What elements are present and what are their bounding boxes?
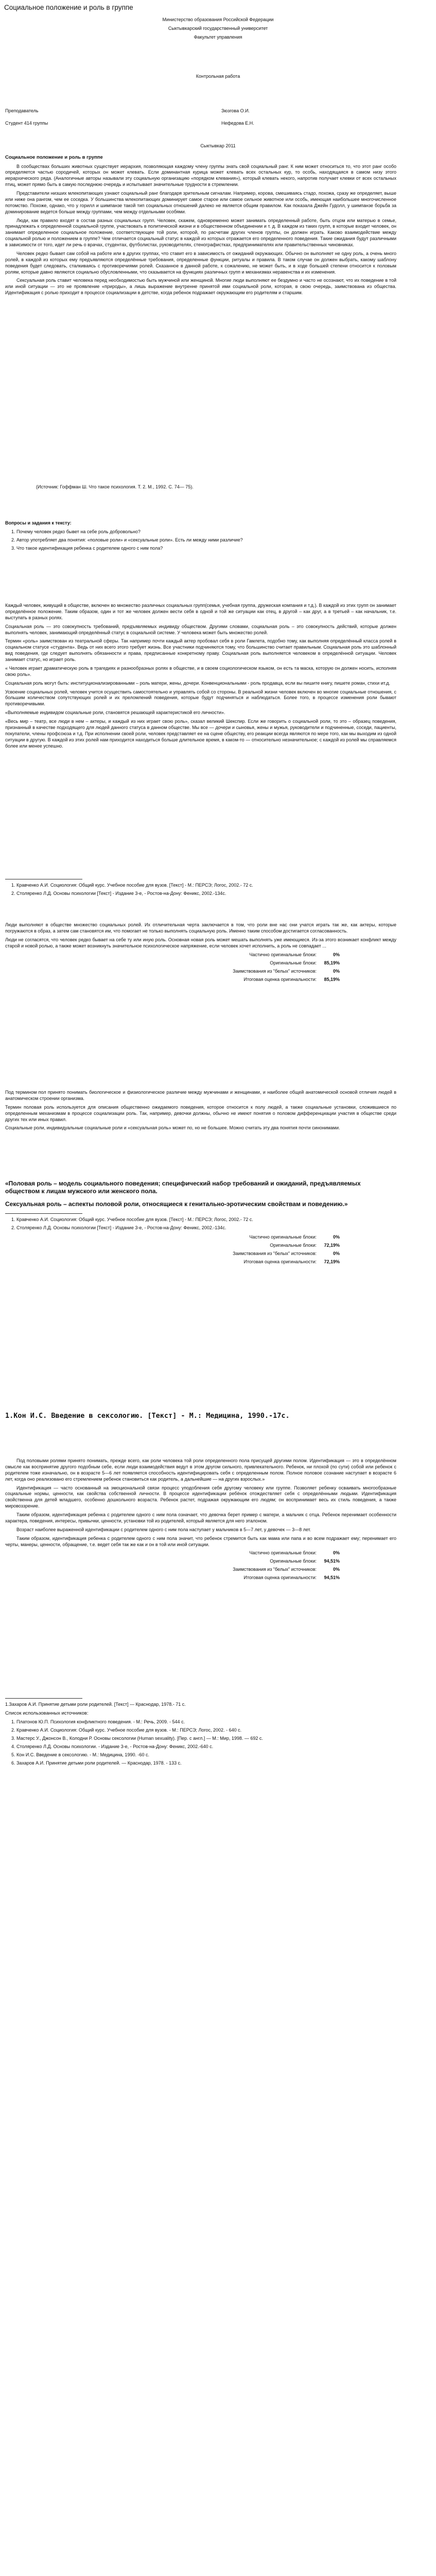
paragraph: В сообществах больших животных существует иерархия, позволяющая каждому члену группы знать свой социальный ранг. К ним может относиться то, что этот ранг особо определяется частью сородичей, которых он может клевать. Если доминантная курица может клевать всех остальных кур, то особь, находящаяся в самом низу этого иерархического ряда. (Аналогичные авторы называли эту социальную организацию «порядком клевания»), который клевать некого, напротив получает клевки от всех остальных птиц, может прямо быть в самую последнюю очередь и испытывает значительные трудности в стремлении. [5,163,396,188]
stat-label: Частично оригинальные блоки: [249,1234,317,1240]
answer-section-4 [5,1458,396,1587]
paragraph: « Человек играет драматическую роль в трагедиях и разнообразных ролях в обществе, и в своем социологическом языком, он есть та маска, которую он должен носить, исполняя свою роль». [5,665,396,677]
citation [5,484,396,493]
footnote-separator [5,1698,82,1699]
paragraph: Сексуальная роль ставит человека перед необходимостью быть мужчиной или женщиной. Многие люди выполняют ее бездумно и часто не осознают, что их поведение в той или иной ситуации — это не проявление «природы», а лишь выражение внутренне принятой ими социальной роли, которая, в свою очередь, заимствована из общества. Идентификация с ролью приходит в процессе социализации в детстве, когда ребенок подражает окружающим его родителям и старшим. [5,278,396,296]
footnote-separator [5,1213,82,1214]
stat-value: 0% [333,1250,340,1256]
originality-stats-2 [5,1234,396,1267]
source-heading: 1.Кон И.С. Введение в сексологию. [Текст] - М.: Медицина, 1990.-17с. [5,1412,290,1420]
stat-label: Оригинальные блоки: [270,960,317,965]
stat-row [5,1567,396,1575]
answer-section-1 [5,603,396,752]
stat-label: Итоговая оценка оригинальности: [243,1575,317,1581]
paragraph: Идентификация — часто основанный на эмоциональной связи процесс уподобления себя другому человеку или группе. Позволяет ребенку осваивать многообразные социальные нормы, ценности, как свойства собственной личности. В процессе идентификации ребёнок отождествляет себя с определёнными людьми. Идентификация свойственна для детей младшего, особенно дошкольного возраста. Ребенок растет, подражая окружающим его людям; он воспринимает весь их стиль поведения, а также мировоззрение. [5,1485,396,1509]
questions-section [5,520,396,555]
question-item: 3. Что такое идентификация ребенка с родителем одного с ним пола? [16,546,396,552]
definition-heading: «Половая роль – модель социального поведения; специфический набор требований и ожиданий, предъявляемых обществом к лицам мужского или женского пола. [5,1180,361,1195]
footnote-list [5,1217,396,1231]
paragraph: Люди выполняют в обществе множество социальных ролей. Их отличительная черта заключается в том, что роли вне нас они учатся играть так же, как актеры, которые погружаются в образ, а затем сам становятся им, что помогает не только выполнять социальную роль. Именно таким способом достигается согласованность. [5,922,396,934]
stat-label: Заимствования из "белых" источников: [233,1567,317,1572]
stat-row [5,1243,396,1251]
stat-label: Заимствования из "белых" источников: [233,1250,317,1256]
stat-row [5,1575,396,1583]
stat-value: 72,19% [324,1259,340,1264]
citation-text: (Источник: Гоффман Ш. Что такое психология. Т. 2. М., 1992. С. 74— 75). [36,484,194,489]
answer-section-3 [5,1090,396,1134]
stat-label: Заимствования из "белых" источников: [233,968,317,974]
stat-value: 72,19% [324,1242,340,1248]
stat-value: 94,51% [324,1558,340,1564]
questions-list [5,529,396,552]
page-title: Социальное положение и роль в группе [4,4,133,11]
paragraph: Люди, как правило входят в состав разных социальных групп. Человек, скажем, одновременно может занимать определенный работе, быть отцом или матерью в семье, принадлежать к определенной социальной группе, участвовать в политической жизни и в общественном объединении и т. д. В каждом из таких групп, в которые входит человек, он занимает определенное социальное положение, соответствующее той роли, которой, по расчетам других членов группы, он должен играть. Каково взаимодействие между социальной ролью и положением в группе? Чем отличается социальный статус в каждой из которых отражается его определенного поведения. Такие ожидания будут различными в зависимости от того, идет ли речь о врачах, студентах, футболистах, руководителях, стенографистках, предпринимателях или правительственных чиновниках. [5,217,396,248]
stat-row [5,1550,396,1558]
paragraph: Таким образом, идентификация ребенка с родителем одного с ним пола значит, что ребенок стремится быть как мама или папа и во всем подражает ему; перенимает его черты, манеры, ценности, обращение, т.е. ведет себя так же как и он в той или иной ситуации. [5,1535,396,1547]
question-item: 1. Почему человек редко бывет на себе роль добровольно? [16,529,396,535]
literature-title: Список использованных источников: [5,1710,89,1716]
university-line: Сыктывкарский государственный университет [168,26,268,31]
literature-item: 6. Захаров А.И. Принятие детьми роли родителей. — Краснодар, 1978. - 133 с. [16,1760,396,1767]
paragraph: Возраст наиболее выраженной идентификации с родителем одного с ним пола наступает у мальчиков в 5—7 лет, у девочек — 3—8 лет. [16,1527,311,1532]
stat-value: 85,19% [324,960,340,965]
stat-label: Оригинальные блоки: [270,1242,317,1248]
stat-value: 0% [333,1234,340,1240]
student-label: Студент 414 группы [5,121,48,126]
footnote-item: 2. Столяренко Л.Д. Основы психологии [Текст] - Издание 3-е, - Ростов-на-Дону: Феникс, 2002.-134с. [16,1225,396,1231]
literature-list [5,1719,396,1766]
paragraph: Таким образом, идентификация ребенка с родителем одного с ним пола означает, что девочка берет пример с матери, а мальчик с отца. Ребенок перенимает особенности характера, поведения, интересы, привычки, ценности, установки той из родителей, который является для него эталоном. [5,1512,396,1523]
footnote-item: 1. Кравченко А.И. Социология: Общий курс. Учебное пособие для вузов. [Текст] - М.: ПЕРСЭ; Логос, 2002.- 72 с. [16,883,396,889]
paragraph: Социальная роль — это совокупность требований, предъявляемых индивиду обществом. Другими словами, социальная роль – это совокупность действий, которые должен выполнять человек, занимающий определённый статус в социальной системе. У человека может быть множество ролей. [5,623,396,635]
paragraph: «Весь мир – театр, все люди в нем – актеры, и каждый из них играет свою роль», сказал великий Шекспир. Если же говорить о социальной роли, то это – образец поведения, признанный в качестве подходящего для людей данного статуса в данном обществе. Мы все — дочери и сыновья, жены и мужья, руководители и подчиненные, соседи, пациенты, покупатели, члены профсоюза и т.д. При исполнении своей роли, человек представляет ее на сцене обществу, его реакции всегда являются по мере того, как мы выходим из одной ситуации в другую. В каждой из этих ролей нам приходится находиться больше длительное время, в каком-то — относительно незначительное; с каждой из ролей мы справляемся более или менее успешно. [5,719,396,749]
ministry-line: Министерство образования Российской Федерации [162,17,274,22]
doc-type-label: Контрольная работа [196,74,240,79]
student-row [5,121,293,133]
literature-item: 1. Платонов Ю.П. Психология конфликтного поведения. - М.: Речь, 2009. - 544 с. [16,1719,396,1725]
source-heading-block [5,1412,396,1426]
stat-row [5,960,396,969]
footnote-item: 1. Кравченко А.И. Социология: Общий курс. Учебное пособие для вузов. [Текст] - М.: ПЕРСЭ; Логос, 2002.- 72 с. [16,1217,396,1223]
teacher-label: Преподаватель [5,108,39,113]
literature-item: 4. Столяренко Л.Д. Основы психологии. - Издание 3-е, - Ростов-на-Дону: Феникс, 2002.-640 с. [16,1744,396,1750]
definition-heading: Сексуальная роль – аспекты половой роли, относящиеся к генитально-эротическим свойствам и поведению.» [5,1200,348,1208]
stat-value: 0% [333,968,340,974]
originality-stats-1 [5,952,396,985]
main-title: Социальное положение и роль в группе [5,155,103,160]
stat-value: 0% [333,952,340,957]
paragraph: Люди не согласятся, что человек редко бывает на себе ту или иную роль. Основная новая роль может мешать выполнять уже имеющиеся. Из-за этого возникает конфликт между старой и новой ролью, а также может возникнуть значительное психологическое напряжение, если человек хочет исполнить, а роль не совпадает ... [5,937,396,948]
stat-label: Оригинальные блоки: [270,1558,317,1564]
stat-row [5,1251,396,1259]
paragraph: Социальные роли, индивидуальные социальные роли и «сексуальная роль» может по, но не большее. Можно считать эту два понятия почти синонимами. [5,1125,340,1131]
teacher-row [5,108,293,121]
city-year-label: Сыктывкар 2011 [200,143,236,148]
student-name: Нефедова Е.Н. [221,121,254,126]
stat-value: 0% [333,1550,340,1556]
paragraph: Каждый человек, живущий в обществе, включен во множество различных социальных групп(семья, учебная группа, дружеская компания и т.д.). В каждой из этих групп он занимает определённое положение. Таким образом, один и тот же человек должен вести себя в одной и той же ситуации как отец, в другой – как друг, а в третьей – как начальник, т.е. выступать в разных ролях. [5,603,396,620]
footnote-item: 1.Захаров А.И. Принятие детьми роли родителей. [Текст] — Краснодар, 1978.- 71 с. [5,1702,186,1707]
stat-value: 94,51% [324,1575,340,1581]
teacher-name: Зюзгова О.И. [221,108,250,113]
stat-label: Частично оригинальные блоки: [249,1550,317,1556]
footnote-item: 2. Столяренко Л.Д. Основы психологии [Текст] - Издание 3-е, - Ростов-на-Дону: Феникс, 2002.-134с. [16,891,396,897]
paragraph: Социальная роль могут быть: институционализированными – роль матери, жены, дочери. Конвенциональными - роль продавца, если вы пишите книгу, пишете роман, стихи ит.д. [5,680,391,686]
stat-label: Частично оригинальные блоки: [249,952,317,957]
stat-row [5,977,396,985]
paragraph: Под термином пол принято понимать биологическое и физиологическое различие между мужчинами и женщинами, и наиболее общей анатомической основой отличия людей в анатомическом строении организма. [5,1090,396,1101]
footnotes-1 [5,876,396,900]
originality-stats-3 [5,1550,396,1583]
faculty-line: Факультет управления [194,35,242,40]
stat-label: Итоговая оценка оригинальности: [243,976,317,982]
stat-row [5,1259,396,1267]
main-text-section [5,155,396,299]
paragraph: Термин «роль» заимствован из театральной сферы. Так например почти каждый актер пробовал себя в роли Гамлета, подобно тому, как выполняя определённый класса ролей в социальном статусе «студента». Ведь от них всего этого требует жизнь. Все участники подчиняются тому, что большинство считает правильным. Социальная роль это шаблонный вид поведения, где следует выполнять обязанности и права, предписанные конкретному праву. Социальная роль выполняется человеком в определённой ситуации. Человек занимает статус, но играет роль. [5,638,396,662]
literature-item: 5. Кон И.С. Введение в сексологию. - М.: Медицина, 1990. -60 с. [16,1752,396,1758]
stat-label: Итоговая оценка оригинальности: [243,1259,317,1264]
literature-item: 3. Мастерс У., Джонсон В., Колодни Р. Основы сексологии (Human sexuality). [Пер. с англ.] — М.: Мир, 1998. — 692 с. [16,1736,396,1742]
answer-section-2 [5,922,396,989]
people-block [5,108,293,133]
literature-section [5,1695,396,1770]
stat-value: 0% [333,1567,340,1572]
literature-item: 2. Кравченко А.И. Социология: Общий курс. Учебное пособие для вузов. - М.: ПЕРСЭ; Логос, 2002. - 640 с. [16,1727,396,1734]
paragraph: Термин половая роль используется для описания общественно ожидаемого поведения, которое относится к полу людей, а также социальные установки, сложившиеся по определенным механизмам в процессе социализации роль. Так, например, девочки должны, обычно не имеют понятия о половом дифференциации участия в обществе среди других тех или иных правил. [5,1104,396,1122]
doc-type [0,72,436,81]
footnote-list [5,883,396,897]
questions-title: Вопросы и задания к тексту: [5,520,72,526]
definitions-block [5,1180,396,1272]
city-year [0,142,436,150]
stat-row [5,1234,396,1243]
title-page-header [0,15,436,42]
stat-row [5,1558,396,1567]
paragraph: «Выполняемые индивидом социальные роли, становятся решающей характеристикой его личности». [5,710,225,716]
paragraph: Человек редко бывает сам собой на работе или в других группах, что ставит его в зависимость от ожиданий окружающих. Обычно он выполняет не одну роль, а очень много ролей, в каждой из которых ему предъявляются определённые требования, определенные функции, ритуалы и правила. В таком случае он должен выбрать, какому шаблону поведения будет следовать, сталкиваясь с противоречиями ролей. Сказанное в данной работе, к сожалению, не может быть, и в ходе большей степени относится к половым ролям, которые давно являются социально обусловленными, что сказывается на функциях различных групп и механизмах неравенства и их изменения. [5,250,396,275]
stat-row [5,969,396,977]
stat-value: 85,19% [324,976,340,982]
question-item: 2. Автор употребляет два понятия: «половые роли» и «сексуальные роли». Есть ли между ними различие? [16,537,396,544]
paragraph: Под половыми ролями принято понимать, прежде всего, как роли человека той роли определенного пола присущей другими полом. Идентификация — это в определённом смысле как воспринятие другого подобным себе, если люди взаимодействия ведут в этом другом сильного, привлекательного. Ребенок, ни плохой (по сути) собой или ребенок с родителем тоже изначально, он в возрасте 5—6 лет появляется способность идентифицировать себя с определенным полом. Полное половое сознание наступает в возрасте 6 лет, когда оно реализовано его стремлением ребенок становиться как родитель, а дальнейшие — на других взрослых.» [5,1458,396,1482]
paragraph: Представители низших млекопитающих узнают социальный ранг благодаря зрительным сигналам. Например, корова, смешиваясь стадо, похожа, сразу же определяет, выше или ниже она рангом, чем ее соседка. У большинства млекопитающих доминирует самое старое или самое сильное животное или особь, имеющая наибольшее многочисленное потомство. Похоже, однако, что у горилл и шимпанзе такой тип социальных отношений далеко не является общим правилом. Как показала Джейн Гудолл, у шимпанзе борьба за доминирование ведется больше между группами, чем между отдельными особями. [5,191,396,214]
stat-row [5,952,396,960]
paragraph: Усвоение социальных ролей, человек учится осуществить самостоятельно и управлять собой со стороны. В реальной жизни человек включен во многие социальные отношения, с большим количеством сопутствующих ролей и их преломлений поведения, которые будут подчиняться и наблюдаться. Более того, в процессе изменения роли бывают противоречивыми. [5,689,396,707]
